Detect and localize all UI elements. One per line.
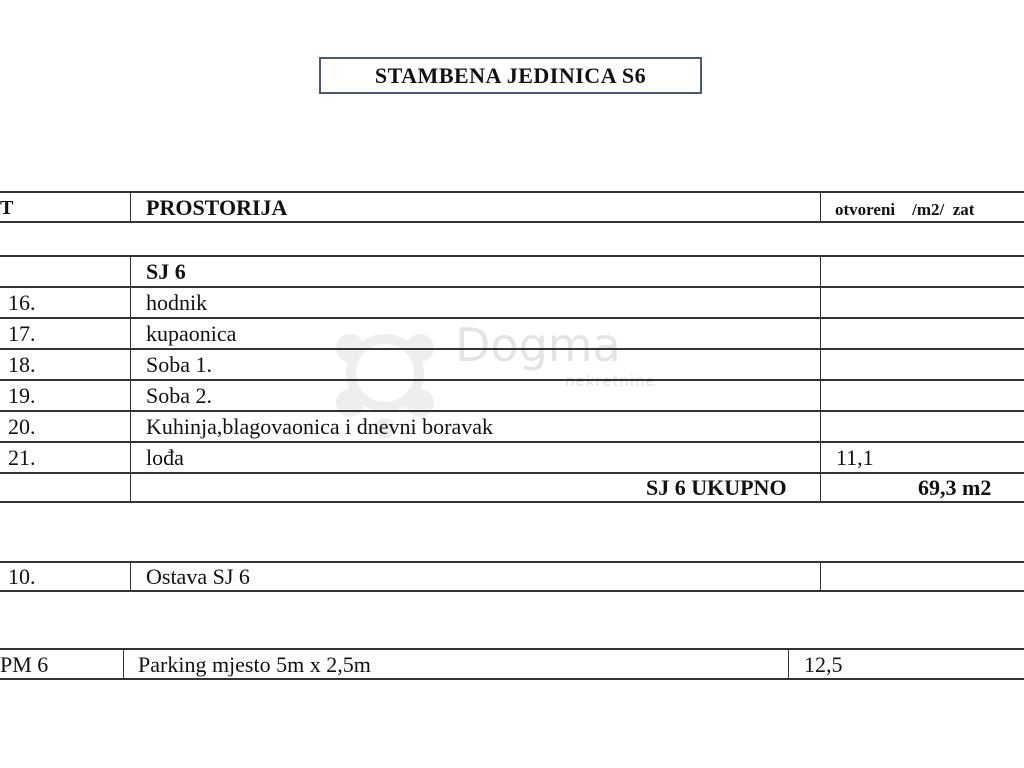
storage-num: 10. [8, 564, 36, 589]
row-room: lođa [146, 445, 184, 470]
table-rule [0, 221, 1024, 223]
table-rule [820, 561, 821, 591]
parking-num: PM 6 [0, 652, 49, 677]
section-label: SJ 6 [146, 259, 186, 284]
table-rule [0, 255, 1024, 257]
table-rule [130, 561, 131, 591]
table-rule [130, 191, 131, 223]
document-title: STAMBENA JEDINICA S6 [319, 57, 702, 94]
total-label: SJ 6 UKUPNO [646, 475, 787, 500]
table-rule [0, 678, 1024, 680]
table-rule [820, 255, 821, 502]
row-num: 18. [8, 352, 36, 377]
table-rule [0, 379, 1024, 381]
table-rule [0, 441, 1024, 443]
watermark-brand: Dogma [455, 318, 621, 372]
table-rule [0, 191, 1024, 193]
row-num: 21. [8, 445, 36, 470]
watermark-sub: nekretnine [565, 372, 656, 390]
table-rule [0, 561, 1024, 563]
table-rule [0, 648, 1024, 650]
parking-room: Parking mjesto 5m x 2,5m [138, 652, 371, 677]
table-rule [0, 317, 1024, 319]
table-rule [130, 255, 131, 502]
row-room: kupaonica [146, 321, 237, 346]
table-rule [0, 501, 1024, 503]
table-rule [0, 472, 1024, 474]
table-rule [820, 191, 821, 223]
total-value: 69,3 m2 [918, 475, 992, 500]
row-num: 19. [8, 383, 36, 408]
row-num: 16. [8, 290, 36, 315]
row-area: 11,1 [836, 445, 874, 470]
row-room: Kuhinja,blagovaonica i dnevni boravak [146, 414, 494, 439]
table-rule [788, 648, 789, 679]
row-room: Soba 1. [146, 352, 212, 377]
table-rule [0, 410, 1024, 412]
header-num: T [0, 197, 14, 219]
row-num: 17. [8, 321, 36, 346]
table-rule [0, 286, 1024, 288]
header-area: otvoreni /m2/ zat [835, 200, 975, 219]
row-room: hodnik [146, 290, 208, 315]
table-rule [123, 648, 124, 679]
storage-room: Ostava SJ 6 [146, 564, 250, 589]
parking-area: 12,5 [804, 652, 843, 677]
table-rule [0, 590, 1024, 592]
table-rule [0, 348, 1024, 350]
row-num: 20. [8, 414, 36, 439]
row-room: Soba 2. [146, 383, 212, 408]
header-room: PROSTORIJA [146, 195, 288, 220]
